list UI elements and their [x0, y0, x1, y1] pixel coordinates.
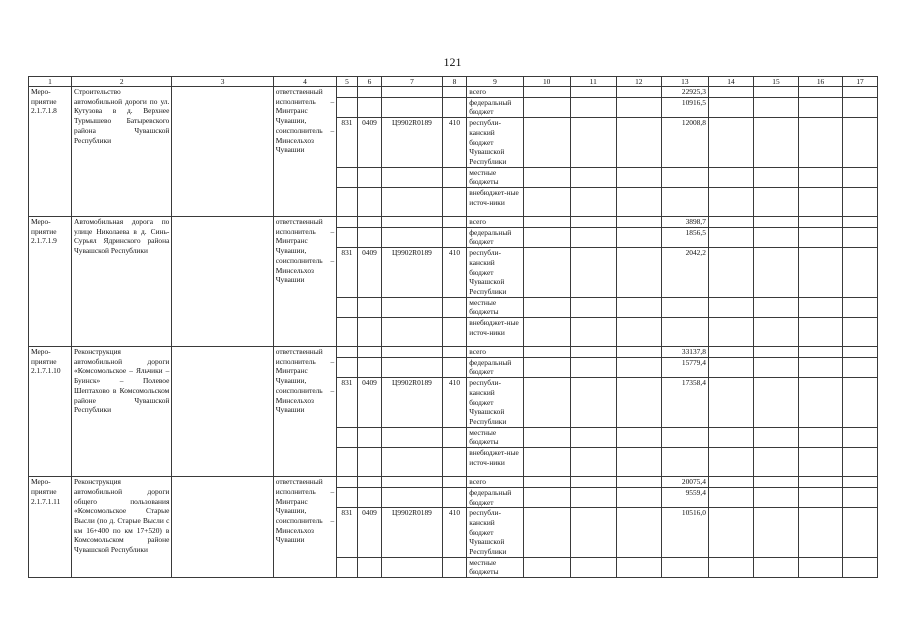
code-cell	[337, 347, 357, 358]
funding-source: местные бюджеты	[467, 167, 523, 187]
code-cell	[337, 357, 357, 377]
header-cell: 3	[172, 77, 273, 87]
empty-cell	[753, 97, 798, 117]
amount-cell: 10916,5	[661, 97, 708, 117]
empty-cell	[799, 477, 843, 488]
empty-cell	[523, 217, 570, 228]
empty-cell	[708, 477, 753, 488]
code-cell	[442, 347, 467, 358]
executor: ответственный исполнитель – Минтранс Чувашии, соисполнитель – Минсельхоз Чувашии	[273, 347, 336, 477]
empty-cell	[843, 227, 878, 247]
table-row	[29, 217, 878, 228]
funding-source: республи-канский бюджет Чувашской Республики	[467, 248, 523, 298]
code-cell: 831	[337, 248, 357, 298]
code-cell	[382, 448, 442, 477]
empty-cell	[570, 378, 616, 428]
budget-table	[28, 76, 878, 578]
empty-cell	[799, 167, 843, 187]
empty-cell	[753, 188, 798, 217]
empty-cell	[753, 318, 798, 347]
empty-cell	[172, 87, 273, 217]
header-cell: 11	[570, 77, 616, 87]
empty-cell	[799, 87, 843, 98]
code-cell	[382, 188, 442, 217]
empty-cell	[616, 487, 661, 507]
activity-description: Автомобильная дорога по улице Николаева в д. Синь-Сурьял Ядринского района Чувашской Республики	[72, 217, 172, 347]
empty-cell	[843, 297, 878, 317]
empty-cell	[570, 97, 616, 117]
empty-cell	[570, 167, 616, 187]
code-cell	[357, 188, 382, 217]
empty-cell	[843, 508, 878, 558]
funding-source: местные бюджеты	[467, 427, 523, 447]
empty-cell	[172, 477, 273, 578]
activity-label: Меро-приятие 2.1.7.1.9	[29, 217, 72, 347]
code-cell	[382, 227, 442, 247]
empty-cell	[799, 248, 843, 298]
code-cell	[337, 477, 357, 488]
empty-cell	[799, 357, 843, 377]
code-cell	[337, 217, 357, 228]
header-cell: 6	[357, 77, 382, 87]
empty-cell	[799, 227, 843, 247]
amount-cell	[661, 297, 708, 317]
table-body	[29, 87, 878, 578]
empty-cell	[523, 357, 570, 377]
empty-cell	[570, 227, 616, 247]
empty-cell	[843, 248, 878, 298]
code-cell: 0409	[357, 248, 382, 298]
empty-cell	[799, 297, 843, 317]
empty-cell	[523, 297, 570, 317]
empty-cell	[843, 477, 878, 488]
header-cell: 17	[843, 77, 878, 87]
funding-source: федеральный бюджет	[467, 227, 523, 247]
header-cell: 1	[29, 77, 72, 87]
amount-cell: 10516,0	[661, 508, 708, 558]
empty-cell	[799, 347, 843, 358]
code-cell	[382, 297, 442, 317]
funding-source: местные бюджеты	[467, 297, 523, 317]
header-cell: 2	[72, 77, 172, 87]
funding-source: федеральный бюджет	[467, 97, 523, 117]
code-cell	[337, 297, 357, 317]
empty-cell	[523, 97, 570, 117]
amount-cell	[661, 557, 708, 577]
empty-cell	[570, 477, 616, 488]
code-cell	[382, 87, 442, 98]
empty-cell	[616, 427, 661, 447]
code-cell	[442, 87, 467, 98]
empty-cell	[753, 217, 798, 228]
empty-cell	[843, 357, 878, 377]
empty-cell	[172, 347, 273, 477]
funding-source: федеральный бюджет	[467, 357, 523, 377]
empty-cell	[799, 448, 843, 477]
empty-cell	[616, 97, 661, 117]
code-cell	[337, 427, 357, 447]
table-row	[29, 347, 878, 358]
code-cell	[382, 557, 442, 577]
empty-cell	[570, 87, 616, 98]
amount-cell: 9559,4	[661, 487, 708, 507]
executor: ответственный исполнитель – Минтранс Чувашии, соисполнитель – Минсельхоз Чувашии	[273, 87, 336, 217]
empty-cell	[708, 167, 753, 187]
code-cell: 410	[442, 248, 467, 298]
header-cell: 12	[616, 77, 661, 87]
code-cell	[337, 448, 357, 477]
code-cell	[442, 318, 467, 347]
code-cell	[382, 217, 442, 228]
empty-cell	[570, 248, 616, 298]
empty-cell	[523, 448, 570, 477]
code-cell	[357, 297, 382, 317]
empty-cell	[708, 448, 753, 477]
code-cell: 0409	[357, 508, 382, 558]
empty-cell	[708, 118, 753, 168]
code-cell	[337, 167, 357, 187]
header-cell: 9	[467, 77, 523, 87]
empty-cell	[708, 217, 753, 228]
empty-cell	[570, 427, 616, 447]
empty-cell	[616, 297, 661, 317]
code-cell	[357, 167, 382, 187]
executor: ответственный исполнитель – Минтранс Чувашии, соисполнитель – Минсельхоз Чувашии	[273, 217, 336, 347]
funding-source: республи-канский бюджет Чувашской Республики	[467, 508, 523, 558]
empty-cell	[616, 357, 661, 377]
funding-source: внебюджет-ные источ-ники	[467, 448, 523, 477]
header-cell: 4	[273, 77, 336, 87]
amount-cell	[661, 448, 708, 477]
empty-cell	[708, 188, 753, 217]
code-cell	[357, 557, 382, 577]
empty-cell	[616, 318, 661, 347]
empty-cell	[843, 378, 878, 428]
code-cell: Ц9902R0189	[382, 508, 442, 558]
amount-cell	[661, 188, 708, 217]
empty-cell	[843, 448, 878, 477]
code-cell	[337, 318, 357, 347]
code-cell	[442, 167, 467, 187]
empty-cell	[799, 508, 843, 558]
code-cell	[357, 347, 382, 358]
empty-cell	[616, 118, 661, 168]
code-cell: Ц9902R0189	[382, 378, 442, 428]
empty-cell	[523, 427, 570, 447]
empty-cell	[843, 217, 878, 228]
empty-cell	[843, 167, 878, 187]
empty-cell	[570, 557, 616, 577]
empty-cell	[570, 448, 616, 477]
empty-cell	[708, 378, 753, 428]
empty-cell	[843, 188, 878, 217]
funding-source: местные бюджеты	[467, 557, 523, 577]
empty-cell	[616, 378, 661, 428]
empty-cell	[708, 357, 753, 377]
code-cell	[357, 97, 382, 117]
funding-source: внебюджет-ные источ-ники	[467, 188, 523, 217]
empty-cell	[799, 217, 843, 228]
code-cell	[357, 217, 382, 228]
table-row	[29, 87, 878, 98]
empty-cell	[753, 347, 798, 358]
code-cell	[337, 487, 357, 507]
header-cell: 16	[799, 77, 843, 87]
code-cell	[357, 357, 382, 377]
activity-description: Реконструкция автомобильной дороги общего пользования «Комсомольское Старые Высли (по д. Старые Высли с км 16+400 по км 17+520) в Комсомольском районе Чувашской Республики	[72, 477, 172, 578]
funding-source: всего	[467, 347, 523, 358]
header-cell: 10	[523, 77, 570, 87]
empty-cell	[523, 227, 570, 247]
header-cell: 5	[337, 77, 357, 87]
empty-cell	[843, 118, 878, 168]
empty-cell	[753, 427, 798, 447]
code-cell: 410	[442, 118, 467, 168]
empty-cell	[616, 87, 661, 98]
amount-cell: 3898,7	[661, 217, 708, 228]
code-cell	[337, 227, 357, 247]
code-cell: Ц9902R0189	[382, 118, 442, 168]
code-cell	[442, 477, 467, 488]
header-cell: 15	[753, 77, 798, 87]
code-cell	[357, 448, 382, 477]
code-cell	[382, 97, 442, 117]
empty-cell	[616, 167, 661, 187]
code-cell	[357, 87, 382, 98]
empty-cell	[753, 167, 798, 187]
empty-cell	[616, 188, 661, 217]
code-cell	[382, 347, 442, 358]
empty-cell	[570, 297, 616, 317]
empty-cell	[616, 248, 661, 298]
code-cell	[337, 557, 357, 577]
code-cell: 0409	[357, 118, 382, 168]
empty-cell	[523, 188, 570, 217]
empty-cell	[570, 217, 616, 228]
empty-cell	[172, 217, 273, 347]
activity-description: Строительство автомобильной дороги по ул. Кутузова в д. Верхнее Турмышево Батыревского района Чувашской Республики	[72, 87, 172, 217]
code-cell	[442, 557, 467, 577]
empty-cell	[616, 227, 661, 247]
funding-source: всего	[467, 87, 523, 98]
amount-cell	[661, 318, 708, 347]
code-cell: 831	[337, 378, 357, 428]
empty-cell	[753, 87, 798, 98]
empty-cell	[843, 487, 878, 507]
funding-source: республи-канский бюджет Чувашской Республики	[467, 378, 523, 428]
empty-cell	[753, 118, 798, 168]
activity-label: Меро-приятие 2.1.7.1.8	[29, 87, 72, 217]
funding-source: республи-канский бюджет Чувашской Республики	[467, 118, 523, 168]
amount-cell: 22925,3	[661, 87, 708, 98]
empty-cell	[799, 118, 843, 168]
code-cell	[337, 97, 357, 117]
code-cell: 831	[337, 508, 357, 558]
empty-cell	[523, 87, 570, 98]
code-cell: Ц9902R0189	[382, 248, 442, 298]
funding-source: всего	[467, 217, 523, 228]
empty-cell	[570, 188, 616, 217]
empty-cell	[753, 227, 798, 247]
empty-cell	[799, 557, 843, 577]
empty-cell	[708, 87, 753, 98]
amount-cell	[661, 167, 708, 187]
code-cell	[442, 97, 467, 117]
empty-cell	[843, 87, 878, 98]
empty-cell	[799, 378, 843, 428]
empty-cell	[753, 508, 798, 558]
empty-cell	[523, 318, 570, 347]
amount-cell: 2042,2	[661, 248, 708, 298]
empty-cell	[843, 318, 878, 347]
amount-cell: 12008,8	[661, 118, 708, 168]
empty-cell	[753, 487, 798, 507]
code-cell	[442, 487, 467, 507]
code-cell	[442, 188, 467, 217]
empty-cell	[570, 118, 616, 168]
code-cell	[382, 357, 442, 377]
header-cell: 8	[442, 77, 467, 87]
code-cell	[382, 167, 442, 187]
empty-cell	[708, 427, 753, 447]
empty-cell	[523, 167, 570, 187]
amount-cell: 17358,4	[661, 378, 708, 428]
funding-source: всего	[467, 477, 523, 488]
empty-cell	[799, 97, 843, 117]
header-cell: 7	[382, 77, 442, 87]
empty-cell	[753, 248, 798, 298]
empty-cell	[523, 347, 570, 358]
empty-cell	[753, 448, 798, 477]
empty-cell	[753, 557, 798, 577]
empty-cell	[799, 188, 843, 217]
code-cell	[442, 297, 467, 317]
empty-cell	[570, 487, 616, 507]
empty-cell	[570, 318, 616, 347]
empty-cell	[570, 347, 616, 358]
empty-cell	[708, 508, 753, 558]
empty-cell	[799, 318, 843, 347]
code-cell	[382, 318, 442, 347]
activity-label: Меро-приятие 2.1.7.1.10	[29, 347, 72, 477]
code-cell	[357, 318, 382, 347]
funding-source: внебюджет-ные источ-ники	[467, 318, 523, 347]
empty-cell	[708, 557, 753, 577]
empty-cell	[616, 347, 661, 358]
activity-label: Меро-приятие 2.1.7.1.11	[29, 477, 72, 578]
code-cell	[337, 188, 357, 217]
empty-cell	[523, 248, 570, 298]
empty-cell	[616, 217, 661, 228]
empty-cell	[753, 297, 798, 317]
code-cell	[382, 427, 442, 447]
empty-cell	[753, 378, 798, 428]
code-cell	[357, 487, 382, 507]
empty-cell	[708, 347, 753, 358]
empty-cell	[523, 477, 570, 488]
empty-cell	[523, 378, 570, 428]
empty-cell	[708, 97, 753, 117]
header-cell: 14	[708, 77, 753, 87]
empty-cell	[843, 97, 878, 117]
empty-cell	[799, 427, 843, 447]
empty-cell	[843, 557, 878, 577]
empty-cell	[708, 248, 753, 298]
empty-cell	[843, 427, 878, 447]
funding-source: федеральный бюджет	[467, 487, 523, 507]
empty-cell	[523, 508, 570, 558]
empty-cell	[616, 448, 661, 477]
code-cell	[357, 427, 382, 447]
code-cell	[357, 227, 382, 247]
empty-cell	[570, 508, 616, 558]
empty-cell	[843, 347, 878, 358]
code-cell	[442, 448, 467, 477]
empty-cell	[523, 487, 570, 507]
amount-cell: 15779,4	[661, 357, 708, 377]
header-row	[29, 77, 878, 87]
empty-cell	[708, 297, 753, 317]
code-cell	[442, 227, 467, 247]
empty-cell	[799, 487, 843, 507]
code-cell	[442, 357, 467, 377]
code-cell: 831	[337, 118, 357, 168]
code-cell	[382, 477, 442, 488]
header-cell: 13	[661, 77, 708, 87]
empty-cell	[616, 557, 661, 577]
activity-description: Реконструкция автомобильной дороги «Комсомольское – Яльчики – Буинск» – Полевое Шептахово в Комсомольском районе Чувашской Республики	[72, 347, 172, 477]
code-cell: 0409	[357, 378, 382, 428]
empty-cell	[753, 357, 798, 377]
table-row	[29, 477, 878, 488]
code-cell: 410	[442, 378, 467, 428]
empty-cell	[616, 477, 661, 488]
empty-cell	[523, 557, 570, 577]
code-cell	[382, 487, 442, 507]
amount-cell: 20075,4	[661, 477, 708, 488]
page-number: 121	[443, 55, 462, 69]
code-cell: 410	[442, 508, 467, 558]
code-cell	[357, 477, 382, 488]
code-cell	[442, 217, 467, 228]
code-cell	[337, 87, 357, 98]
empty-cell	[616, 508, 661, 558]
amount-cell: 33137,8	[661, 347, 708, 358]
code-cell	[442, 427, 467, 447]
empty-cell	[708, 227, 753, 247]
executor: ответственный исполнитель – Минтранс Чувашии, соисполнитель – Минсельхоз Чувашии	[273, 477, 336, 578]
empty-cell	[523, 118, 570, 168]
amount-cell	[661, 427, 708, 447]
empty-cell	[570, 357, 616, 377]
amount-cell: 1856,5	[661, 227, 708, 247]
empty-cell	[708, 487, 753, 507]
empty-cell	[753, 477, 798, 488]
empty-cell	[708, 318, 753, 347]
